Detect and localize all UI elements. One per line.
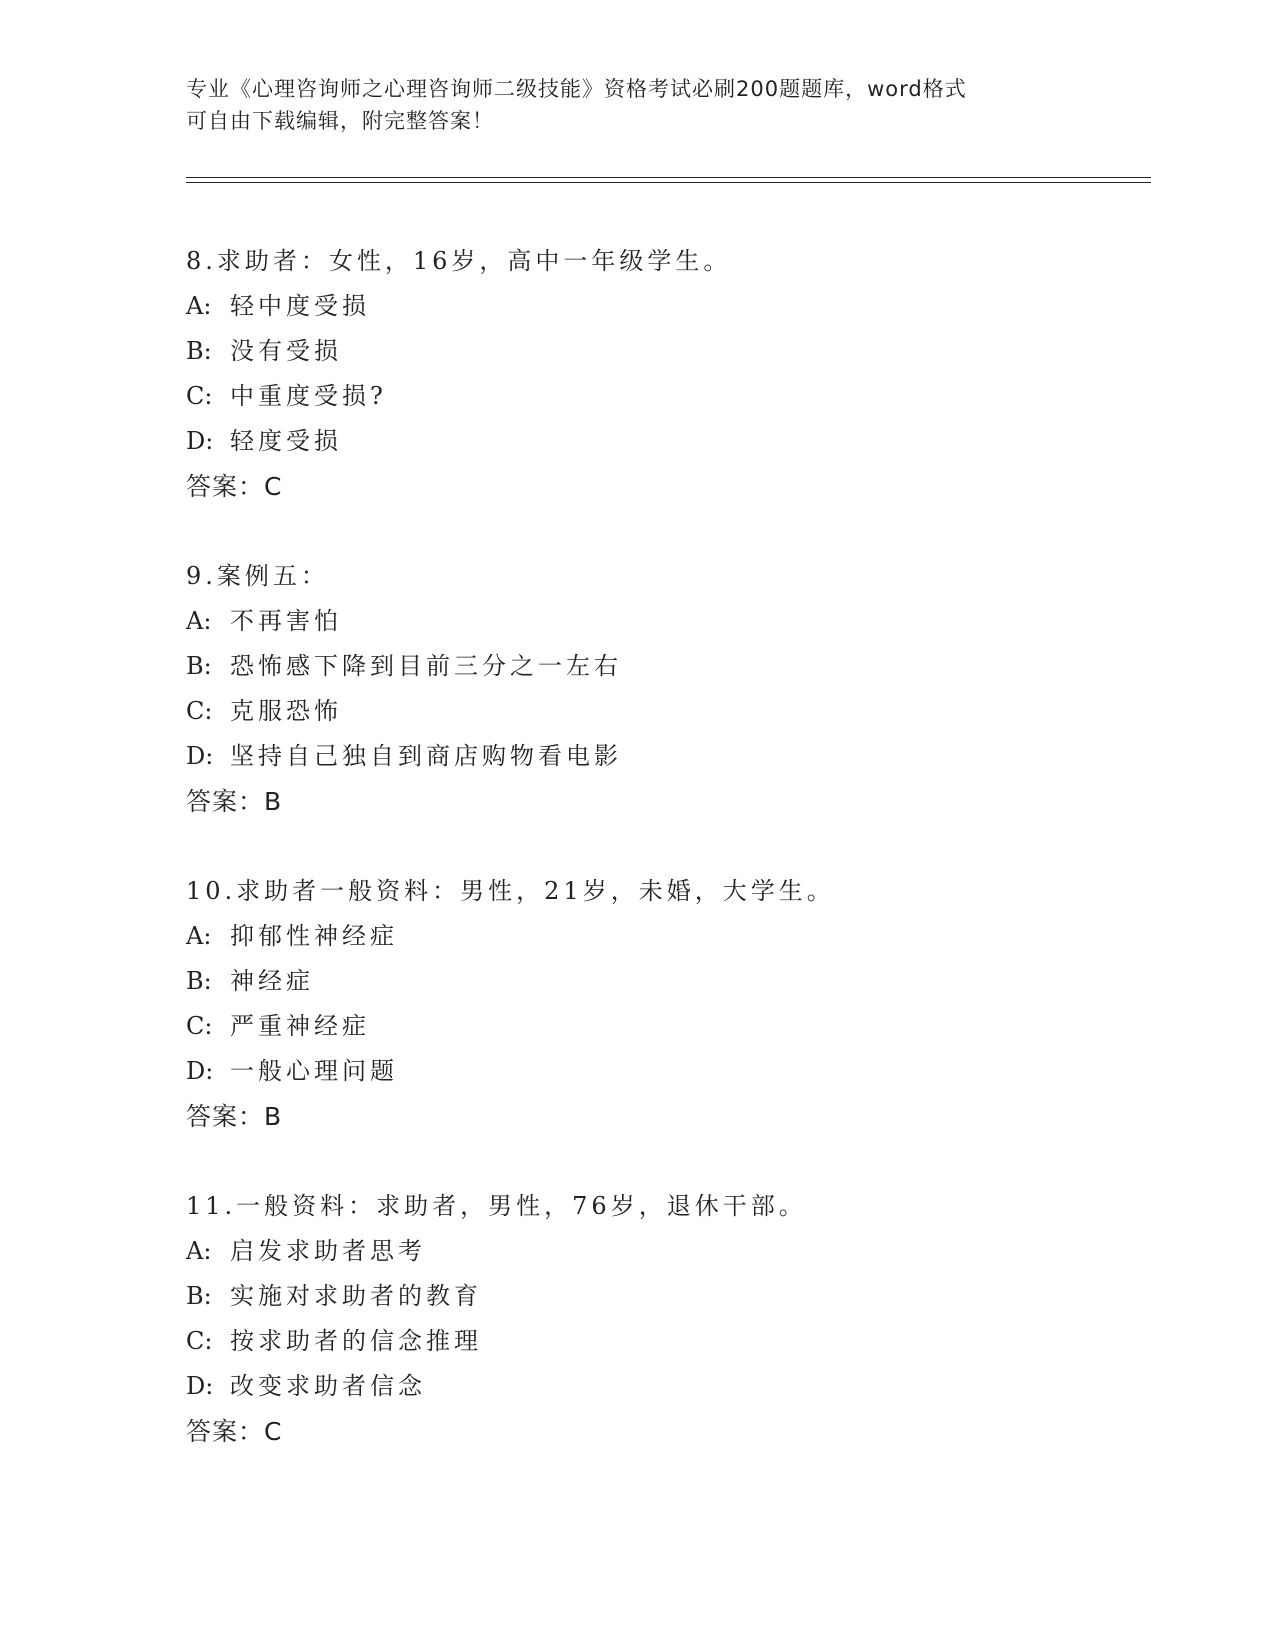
option-text: 抑郁性神经症 [230,922,398,950]
option-letter: A: [186,922,212,950]
option-letter: D: [186,427,214,455]
option-a [186,599,1146,644]
option-text: 按求助者的信念推理 [230,1327,482,1355]
question-block [186,239,1146,509]
option-d [186,1049,1146,1094]
option-text: 没有受损 [230,337,342,365]
option-text: 实施对求助者的教育 [230,1282,482,1310]
option-d [186,734,1146,779]
option-b [186,959,1146,1004]
option-letter: A: [186,607,212,635]
option-text: 中重度受损? [230,382,387,410]
option-text: 一般心理问题 [230,1057,398,1085]
answer-line: 答案：B [186,1102,283,1131]
document-header [186,73,1086,137]
option-letter: B: [186,1282,212,1310]
option-text: 神经症 [230,967,314,995]
option-letter: C: [186,697,213,725]
question-title: 11.一般资料：求助者，男性，76岁，退休干部。 [186,1192,807,1220]
header-divider-bottom [186,182,1151,183]
option-letter: D: [186,1057,214,1085]
header-line-1: 专业《心理咨询师之心理咨询师二级技能》资格考试必刷200题题库，word格式 [186,77,967,101]
option-letter: C: [186,1327,213,1355]
option-text: 轻中度受损 [230,292,370,320]
option-b [186,329,1146,374]
option-c [186,374,1146,419]
option-a [186,1229,1146,1274]
option-text: 克服恐怖 [230,697,342,725]
option-text: 轻度受损 [230,427,342,455]
option-letter: C: [186,382,213,410]
option-text: 坚持自己独自到商店购物看电影 [230,742,622,770]
option-letter: A: [186,292,212,320]
header-line-2: 可自由下载编辑，附完整答案！ [186,109,494,133]
question-block [186,1184,1146,1454]
option-b [186,644,1146,689]
option-letter: D: [186,1372,214,1400]
option-letter: D: [186,742,214,770]
header-divider-top [186,177,1151,178]
question-title: 10.求助者一般资料：男性，21岁，未婚，大学生。 [186,877,835,905]
option-letter: B: [186,967,212,995]
answer-line: 答案：B [186,787,283,816]
option-letter: A: [186,1237,212,1265]
option-d [186,1364,1146,1409]
option-c [186,1004,1146,1049]
question-block [186,869,1146,1139]
option-letter: B: [186,337,212,365]
answer-line: 答案：C [186,472,283,501]
option-c [186,689,1146,734]
option-letter: C: [186,1012,213,1040]
option-a [186,284,1146,329]
question-block [186,554,1146,824]
option-text: 启发求助者思考 [230,1237,426,1265]
option-text: 改变求助者信念 [230,1372,426,1400]
option-text: 恐怖感下降到目前三分之一左右 [230,652,622,680]
question-title: 8.求助者：女性，16岁，高中一年级学生。 [186,247,732,275]
option-a [186,914,1146,959]
option-b [186,1274,1146,1319]
answer-line: 答案：C [186,1417,283,1446]
option-text: 严重神经症 [230,1012,370,1040]
option-letter: B: [186,652,212,680]
option-text: 不再害怕 [230,607,342,635]
question-title: 9.案例五： [186,562,329,590]
option-d [186,419,1146,464]
option-c [186,1319,1146,1364]
